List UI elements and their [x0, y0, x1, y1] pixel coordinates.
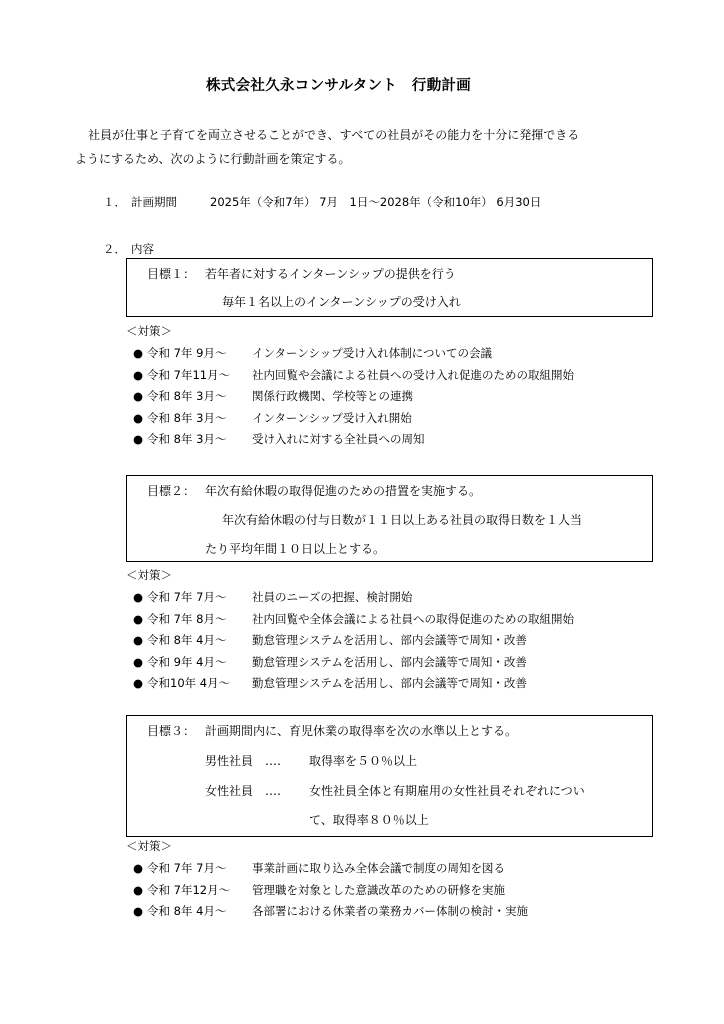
measure-date: 令和10年 4月～ — [147, 676, 231, 690]
goal1-measures-heading: ＜対策＞ — [126, 324, 172, 338]
measure-text: 勤怠管理システムを活用し、部内会議等で周知・改善 — [252, 633, 527, 647]
measure-text: インターンシップ受け入れ開始 — [252, 410, 412, 425]
measure-date: 令和 9年 4月～ — [147, 654, 227, 669]
measure-date: 令和 7年11月～ — [147, 367, 231, 382]
bullet-icon: ● — [133, 611, 144, 626]
section2-number: ２． — [103, 242, 126, 256]
section1-number: １． — [103, 195, 126, 209]
bullet-icon: ● — [133, 904, 144, 918]
bullet-icon: ● — [133, 367, 144, 382]
section1-period: 2025年（令和7年） 7月 1日～2028年（令和10年） 6月30日 — [210, 195, 542, 209]
measure-item — [133, 655, 527, 669]
measure-text: インターンシップ受け入れ体制についての会議 — [252, 346, 493, 360]
intro-line-1: 社員が仕事と子育てを両立させることができ、すべての社員がその能力を十分に発揮できる — [88, 128, 580, 142]
measure-item — [133, 883, 505, 897]
goal3-label: 目標３： — [147, 724, 196, 738]
page-title: 株式会社久永コンサルタント 行動計画 — [206, 78, 472, 94]
goal2-detail-line-2: たり平均年間１０日以上とする。 — [205, 542, 386, 556]
measure-text: 関係行政機関、学校等との連携 — [252, 389, 413, 403]
goal3-female-label: 女性社員 ‥‥ — [205, 784, 282, 798]
bullet-icon: ● — [133, 633, 144, 647]
measure-date: 令和 8年 4月～ — [147, 904, 227, 918]
bullet-icon: ● — [133, 410, 144, 425]
measure-item — [133, 612, 574, 626]
measure-text: 社内回覧や会議による社員への受け入れ促進のための取組開始 — [252, 367, 574, 382]
measure-date: 令和 8年 3月～ — [147, 389, 227, 403]
measure-item — [133, 590, 412, 604]
section2-label: 内容 — [131, 242, 154, 256]
measure-date: 令和 7年 8月～ — [147, 611, 227, 626]
bullet-icon: ● — [133, 882, 144, 897]
measure-item — [133, 861, 505, 875]
goal3-measures-heading: ＜対策＞ — [126, 839, 172, 853]
goal1-text: 若年者に対するインターンシップの提供を行う — [205, 267, 456, 281]
measure-text: 社内回覧や全体会議による社員への取得促進のための取組開始 — [252, 611, 574, 626]
measure-text: 社員のニーズの把握、検討開始 — [252, 590, 413, 604]
measure-text: 事業計画に取り込み全体会議で制度の周知を図る — [252, 861, 505, 875]
measure-date: 令和 7年 9月～ — [147, 346, 227, 360]
bullet-icon: ● — [133, 346, 144, 360]
measure-item — [133, 346, 492, 360]
bullet-icon: ● — [133, 590, 144, 604]
goal2-detail-line-1: 年次有給休暇の付与日数が１１日以上ある社員の取得日数を１人当 — [222, 513, 583, 527]
measure-item — [133, 368, 574, 382]
goal1-detail: 毎年１名以上のインターンシップの受け入れ — [222, 295, 461, 309]
measure-date: 令和 8年 3月～ — [147, 432, 227, 446]
bullet-icon: ● — [133, 861, 144, 875]
measure-text: 受け入れに対する全社員への周知 — [252, 432, 425, 446]
bullet-icon: ● — [133, 432, 144, 446]
measure-text: 勤怠管理システムを活用し、部内会議等で周知・改善 — [252, 676, 527, 690]
measure-item — [133, 411, 412, 425]
goal2-label: 目標２： — [147, 484, 196, 498]
measure-text: 管理職を対象とした意識改革のための研修を実施 — [252, 882, 505, 897]
measure-item — [133, 633, 527, 647]
intro-line-2: ようにするため、次のように行動計画を策定する。 — [75, 152, 351, 166]
goal3-female-value-line-2: て、取得率８０％以上 — [309, 813, 429, 827]
measure-item — [133, 389, 413, 403]
bullet-icon: ● — [133, 676, 144, 690]
measure-date: 令和 7年12月～ — [147, 882, 231, 897]
measure-item — [133, 904, 528, 918]
measure-item — [133, 676, 527, 690]
goal2-text: 年次有給休暇の取得促進のための措置を実施する。 — [205, 484, 482, 498]
bullet-icon: ● — [133, 654, 144, 669]
goal3-text: 計画期間内に、育児休業の取得率を次の水準以上とする。 — [205, 724, 518, 738]
measure-date: 令和 8年 3月～ — [147, 410, 227, 425]
measure-text: 各部署における休業者の業務カバー体制の検討・実施 — [252, 904, 528, 918]
bullet-icon: ● — [133, 389, 144, 403]
goal3-male-label: 男性社員 ‥‥ — [205, 754, 282, 768]
section1-label: 計画期間 — [131, 195, 177, 209]
measure-text: 勤怠管理システムを活用し、部内会議等で周知・改善 — [252, 654, 527, 669]
goal3-male-value: 取得率を５０％以上 — [309, 754, 418, 768]
goal1-label: 目標１： — [147, 267, 196, 281]
measure-date: 令和 8年 4月～ — [147, 633, 227, 647]
goal3-female-value-line-1: 女性社員全体と有期雇用の女性社員それぞれについ — [309, 784, 585, 798]
measure-date: 令和 7年 7月～ — [147, 861, 227, 875]
goal2-measures-heading: ＜対策＞ — [126, 568, 172, 582]
measure-date: 令和 7年 7月～ — [147, 590, 227, 604]
measure-item — [133, 432, 425, 446]
